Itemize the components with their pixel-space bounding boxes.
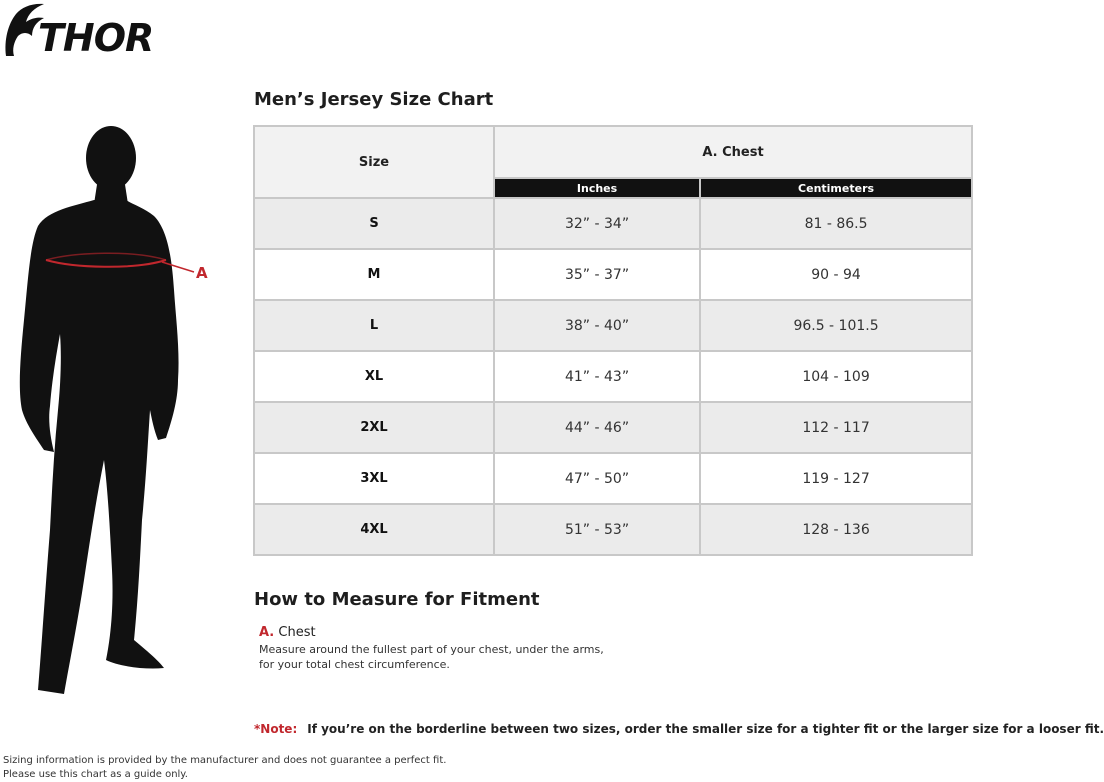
table-row [254,504,972,555]
inches-cell: 44” - 46” [494,402,700,453]
centimeters-cell: 96.5 - 101.5 [700,300,972,351]
centimeters-cell: 90 - 94 [700,249,972,300]
inches-cell: 47” - 50” [494,453,700,504]
size-cell: XL [254,351,494,402]
measure-section-title: How to Measure for Fitment [254,589,540,610]
measure-item-description: Measure around the fullest part of your chest, under the arms, for your total chest circumference. [259,643,604,671]
size-column-header: Size [254,126,494,198]
measure-item-name: Chest [278,625,316,640]
centimeters-cell: 81 - 86.5 [700,198,972,249]
size-cell: M [254,249,494,300]
inches-cell: 38” - 40” [494,300,700,351]
centimeters-cell: 112 - 117 [700,402,972,453]
centimeters-cell: 128 - 136 [700,504,972,555]
thor-logo [2,2,174,58]
measure-item-label [259,625,316,640]
inches-cell: 41” - 43” [494,351,700,402]
inches-column-header: Inches [494,178,700,198]
size-cell: S [254,198,494,249]
note-label: *Note: [254,722,298,736]
centimeters-column-header: Centimeters [700,178,972,198]
centimeters-cell: 119 - 127 [700,453,972,504]
brand-wordmark: THOR [38,16,154,60]
size-cell: L [254,300,494,351]
size-cell: 4XL [254,504,494,555]
disclaimer-line: Sizing information is provided by the manufacturer and does not guarantee a perfect fit. [3,755,447,766]
disclaimer-line: Please use this chart as a guide only. [3,769,188,780]
size-cell: 3XL [254,453,494,504]
chest-marker-label: A [196,264,208,282]
measure-item-letter: A. [259,625,275,640]
table-row [254,249,972,300]
inches-cell: 32” - 34” [494,198,700,249]
chest-group-header: A. Chest [494,126,972,178]
size-table [253,125,973,556]
table-row [254,300,972,351]
note-text: If you’re on the borderline between two sizes, order the smaller size for a tighter fit or the larger size for a looser fit. [307,722,1104,736]
table-row [254,351,972,402]
centimeters-cell: 104 - 109 [700,351,972,402]
size-cell: 2XL [254,402,494,453]
body-silhouette [14,120,214,710]
disclaimer [3,754,446,782]
inches-cell: 51” - 53” [494,504,700,555]
chart-title: Men’s Jersey Size Chart [254,89,494,110]
table-row [254,402,972,453]
table-row [254,198,972,249]
table-row [254,453,972,504]
sizing-note [254,722,1104,736]
inches-cell: 35” - 37” [494,249,700,300]
